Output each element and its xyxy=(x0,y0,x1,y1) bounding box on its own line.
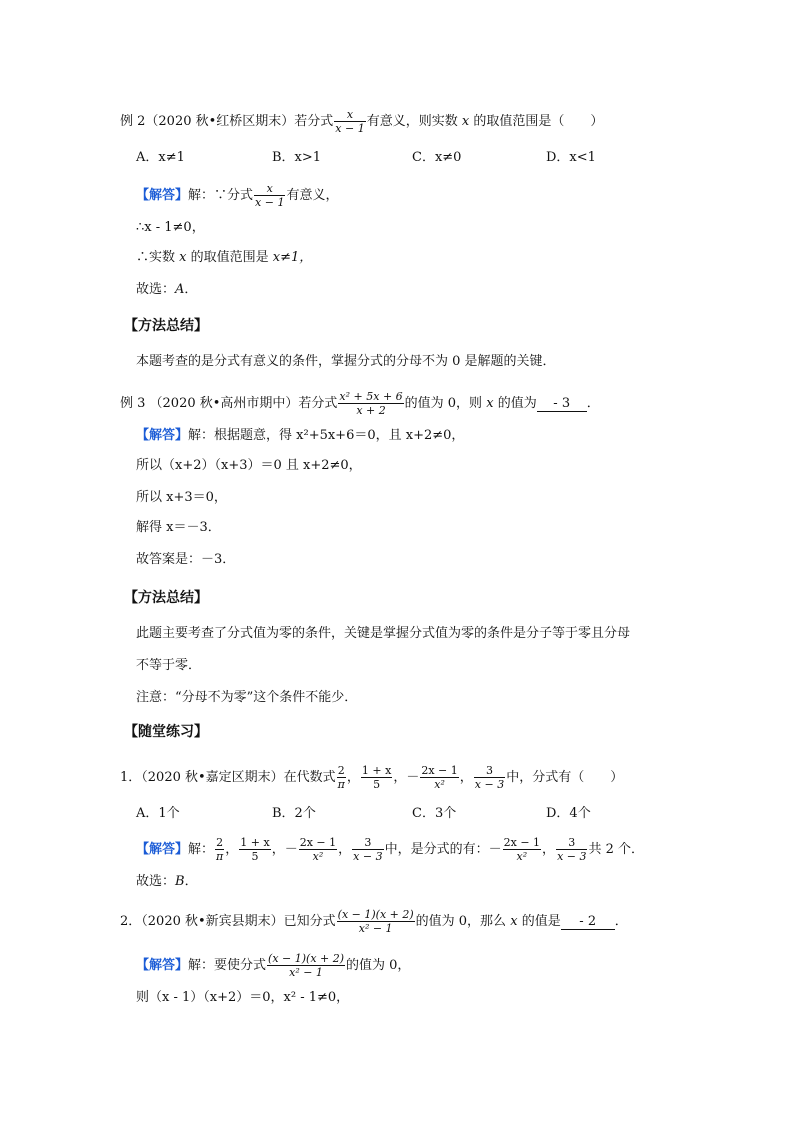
fraction: $\frac{2x - 1}{\text{x²}}$ xyxy=(503,836,541,863)
fraction: $\frac{(x - 1)(x + 2)}{\text{x² − 1}}$ xyxy=(337,908,414,935)
example-3-stem: 例 3 （2020 秋•高州市期中）若分式 $\frac{\text{x² + 5x + 6}}{x + 2}$ 的值为 0，则 x 的值为 - 3 ． xyxy=(120,390,600,417)
answer-blank: - 3 xyxy=(537,397,587,412)
option-c: C．x≠0 xyxy=(412,150,462,165)
option-c: C．3个 xyxy=(412,806,457,821)
answer-tag: 【解答】 xyxy=(136,842,189,857)
summary-text: 本题考查的是分式有意义的条件，掌握分式的分母不为 0 是解题的关键． xyxy=(136,354,556,369)
question-1-stem: 1．（2020 秋•嘉定区期末）在代数式 $\frac{2}{\pi}$ ， $\frac{1 + x}{5}$ ，－ $\frac{2x - 1}{\text{x²}}$ ， $\frac{3}{x - 3}$ 中，分式有（ ） xyxy=(120,764,624,791)
summary-note: 注意：“分母不为零”这个条件不能少． xyxy=(136,690,358,705)
option-b: B．2个 xyxy=(272,806,316,821)
fraction: $\frac{2x - 1}{\text{x²}}$ xyxy=(421,764,458,791)
answer-tag: 【解答】 xyxy=(136,428,189,443)
section-heading: 【随堂练习】 xyxy=(124,724,208,740)
solution-line: 【解答】解：根据题意，得 x²+5x+6＝0，且 x+2≠0， xyxy=(136,428,465,443)
fraction: $\frac{3}{x - 3}$ xyxy=(474,764,505,791)
fraction: $\frac{1 + x}{5}$ xyxy=(240,836,270,863)
solution-line: 【解答】解：要使分式 $\frac{(x - 1)(x + 2)}{\text{x² − 1}}$ 的值为 0， xyxy=(136,952,411,979)
solution-line: 【解答】解：∵分式 $\frac{x}{x - 1}$ 有意义， xyxy=(136,182,339,209)
fraction: $\frac{(x - 1)(x + 2)}{\text{x² − 1}}$ xyxy=(268,952,345,979)
summary-text: 此题主要考查了分式值为零的条件，关键是掌握分式值为零的条件是分子等于零且分母 xyxy=(136,626,631,641)
option-b: B．x>1 xyxy=(272,150,322,165)
solution-line: 故选：A． xyxy=(136,282,198,297)
solution-line: 解得 x＝－3． xyxy=(136,520,221,535)
example-2-stem: 例 2（2020 秋•红桥区期末）若分式 $\frac{x}{x - 1}$ 有意义，则实数 x 的取值范围是（ ） xyxy=(120,108,604,135)
question-2-stem: 2．（2020 秋•新宾县期末）已知分式 $\frac{(x - 1)(x + 2)}{\text{x² − 1}}$ 的值为 0，那么 x 的值是 - 2 ． xyxy=(120,908,628,935)
option-d: D．x<1 xyxy=(546,150,596,165)
solution-line: 故选：B． xyxy=(136,874,198,889)
section-heading: 【方法总结】 xyxy=(124,590,208,606)
fraction: $\frac{3}{x - 3}$ xyxy=(353,836,383,863)
fraction: $\frac{x}{x - 1}$ xyxy=(255,182,285,209)
option-a: A．1个 xyxy=(136,806,180,821)
summary-text: 不等于零． xyxy=(136,658,202,673)
solution-line: ∴x - 1≠0， xyxy=(136,220,205,235)
solution-line: 所以 x+3＝0， xyxy=(136,490,227,505)
fraction: $\frac{3}{x - 3}$ xyxy=(557,836,587,863)
solution-line: ∴实数 x 的取值范围是 x≠1， xyxy=(136,250,313,265)
solution-line: 故答案是：－3． xyxy=(136,552,236,567)
option-d: D．4个 xyxy=(546,806,591,821)
fraction: $\frac{1 + x}{5}$ xyxy=(361,764,392,791)
fraction: $\frac{\text{x² + 5x + 6}}{x + 2}$ xyxy=(339,390,403,417)
solution-line: 【解答】解： $\frac{2}{\pi}$ ， $\frac{1 + x}{5}$ ，－ $\frac{2x - 1}{\text{x²}}$ ， $\frac{3}{x - 3}$ 中，是分式的有：－ $\frac{2x - 1}{\text{x²}}$ ， $\frac{3}{x - 3}$ 共 2 个． xyxy=(136,836,645,863)
answer-tag: 【解答】 xyxy=(136,958,189,973)
section-heading: 【方法总结】 xyxy=(124,318,208,334)
answer-blank: - 2 xyxy=(561,915,615,930)
fraction: $\frac{2}{\pi}$ xyxy=(216,836,224,863)
solution-line: 则（x - 1）（x+2）＝0，x² - 1≠0， xyxy=(136,990,350,1005)
fraction: $\frac{2x - 1}{\text{x²}}$ xyxy=(299,836,337,863)
solution-line: 所以（x+2）（x+3）＝0 且 x+2≠0， xyxy=(136,458,362,473)
answer-tag: 【解答】 xyxy=(136,188,189,203)
fraction: $\frac{2}{\pi}$ xyxy=(337,764,345,791)
option-a: A．x≠1 xyxy=(136,150,185,165)
fraction: $\frac{x}{x - 1}$ xyxy=(335,108,365,135)
